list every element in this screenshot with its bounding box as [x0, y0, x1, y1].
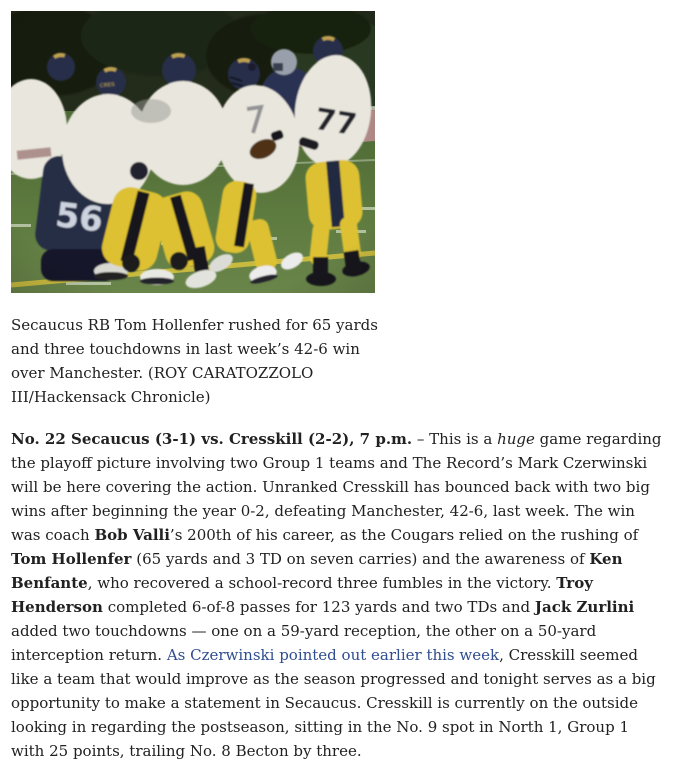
article-paragraph	[11, 427, 667, 763]
text-run-normal: – This is a	[412, 430, 498, 448]
text-run-normal: completed 6-of-8 passes for 123 yards and two TDs and	[102, 598, 535, 616]
text-run-bold: Troy Henderson	[11, 574, 593, 616]
text-run-normal: , Cresskill seemed like a team that would improve as the season progressed and tonight serves as a big opportunity to make a statement in Secaucus. Cresskill is currently on the outside looking in regarding the postseason, sitting in the No. 9 spot in North 1, Group 1 with 25 points, trailing No. 8 Becton by three.	[11, 646, 656, 760]
text-run-bold: Ken Benfante	[11, 550, 623, 592]
text-run-bold: Tom Hollenfer	[11, 550, 132, 568]
article-photo-figure	[11, 11, 667, 409]
text-run-normal: game regarding the playoff picture involving two Group 1 teams and The Record’s Mark Czerwinski will be here covering the action. Unranked Cresskill has bounced back with two big wins after beginning the year 0-2, defeating Manchester, 42-6, last week. The win was coach	[11, 430, 662, 544]
text-run-bold: No. 22 Secaucus (3-1) vs. Cresskill (2-2), 7 p.m.	[11, 430, 413, 448]
text-run-italic: huge	[497, 430, 535, 448]
text-run-normal: (65 yards and 3 TD on seven carries) and the awareness of	[131, 550, 590, 568]
photo-caption: Secaucus RB Tom Hollenfer rushed for 65 yards and three touchdowns in last week’s 42-6 win over Manchester. (ROY CARATOZZOLO III/Hackensack Chronicle)	[11, 316, 378, 406]
text-run-bold: Bob Valli	[94, 526, 170, 544]
text-run-normal: ’s 200th of his career, as the Cougars relied on the rushing of	[169, 526, 639, 544]
football-game-photo	[11, 11, 375, 293]
article-inline-link[interactable]: As Czerwinski pointed out earlier this week	[166, 646, 500, 664]
text-run-normal: added two touchdowns — one on a 59-yard reception, the other on a 50-yard interception return.	[11, 622, 597, 664]
text-run-normal: , who recovered a school-record three fumbles in the victory.	[87, 574, 557, 592]
text-run-bold: Jack Zurlini	[534, 598, 635, 616]
